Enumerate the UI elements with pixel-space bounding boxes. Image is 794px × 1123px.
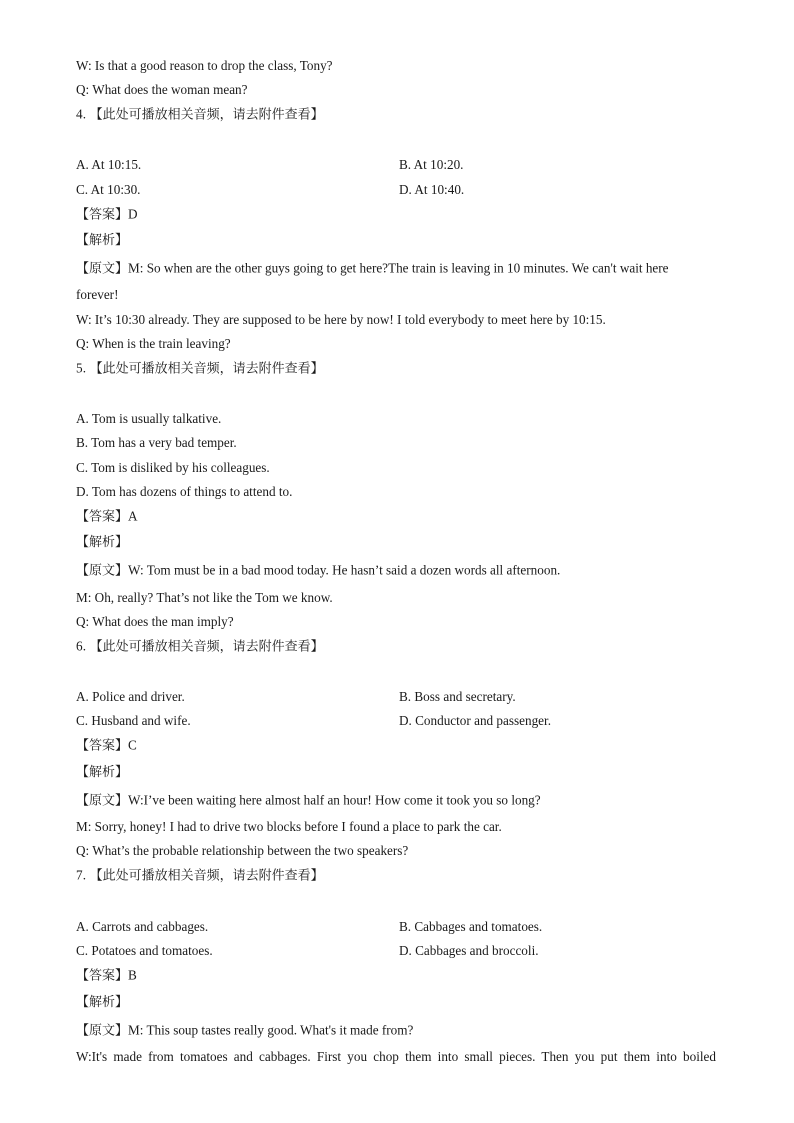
transcript-text: M: So when are the other guys going to get here?The train is leaving in 10 minutes. We can't wait here [128, 260, 669, 276]
option-d: D. Tom has dozens of things to attend to. [76, 484, 293, 499]
answer-value: A [128, 508, 138, 524]
analysis-label: 【解析】 [76, 765, 129, 780]
dialogue-line: M: Sorry, honey! I had to drive two blocks before I found a place to park the car. [76, 819, 502, 834]
answer-label: 【答案】 [76, 968, 129, 984]
option-a: A. Tom is usually talkative. [76, 411, 222, 426]
question-number: 5. [76, 360, 87, 376]
answer-line [76, 968, 137, 985]
answer-value: D [128, 206, 138, 222]
option-a: A. Carrots and cabbages. [76, 919, 209, 934]
option-c: C. Potatoes and tomatoes. [76, 943, 213, 958]
question-heading-5 [76, 361, 324, 378]
answer-line [76, 207, 138, 224]
question-line: Q: When is the train leaving? [76, 336, 231, 351]
analysis-label: 【解析】 [76, 233, 129, 248]
transcript-continued: forever! [76, 287, 119, 302]
transcript-label: 【原文】 [76, 793, 129, 809]
analysis-label: 【解析】 [76, 535, 129, 550]
transcript-label: 【原文】 [76, 563, 129, 579]
dialogue-line: M: Oh, really? That’s not like the Tom we know. [76, 590, 333, 605]
answer-label: 【答案】 [76, 207, 129, 223]
option-c: C. Tom is disliked by his colleagues. [76, 460, 270, 475]
option-a: A. At 10:15. [76, 157, 142, 172]
audio-placeholder: 【此处可播放相关音频，请去附件查看】 [89, 868, 324, 884]
answer-line [76, 738, 137, 755]
question-heading-6 [76, 639, 324, 656]
answer-label: 【答案】 [76, 738, 129, 754]
transcript-text: W: Tom must be in a bad mood today. He hasn’t said a dozen words all afternoon. [128, 562, 561, 578]
transcript-label: 【原文】 [76, 1023, 129, 1039]
transcript-line [76, 563, 560, 580]
option-c: C. At 10:30. [76, 182, 141, 197]
question-number: 7. [76, 867, 87, 883]
question-number: 6. [76, 638, 87, 654]
transcript-line [76, 793, 541, 810]
transcript-text: M: This soup tastes really good. What's it made from? [128, 1022, 414, 1038]
option-a: A. Police and driver. [76, 689, 185, 704]
transcript-line [76, 1023, 413, 1040]
question-heading-7 [76, 868, 324, 885]
option-b: B. Cabbages and tomatoes. [399, 919, 543, 934]
analysis-label: 【解析】 [76, 995, 129, 1010]
audio-placeholder: 【此处可播放相关音频，请去附件查看】 [89, 107, 324, 123]
option-d: D. Cabbages and broccoli. [399, 943, 539, 958]
option-b: B. Tom has a very bad temper. [76, 435, 237, 450]
transcript-text: W:I’ve been waiting here almost half an hour! How come it took you so long? [128, 792, 541, 808]
option-b: B. At 10:20. [399, 157, 464, 172]
dialogue-line: W:It's made from tomatoes and cabbages. First you chop them into small pieces. Then you put them into boiled [76, 1049, 716, 1064]
option-d: D. At 10:40. [399, 182, 465, 197]
answer-value: B [128, 967, 137, 983]
question-line: Q: What does the man imply? [76, 614, 234, 629]
answer-label: 【答案】 [76, 509, 129, 525]
question-heading-4 [76, 107, 324, 124]
audio-placeholder: 【此处可播放相关音频，请去附件查看】 [89, 639, 324, 655]
audio-placeholder: 【此处可播放相关音频，请去附件查看】 [89, 361, 324, 377]
question-number: 4. [76, 106, 87, 122]
option-b: B. Boss and secretary. [399, 689, 516, 704]
question-line: Q: What does the woman mean? [76, 82, 248, 97]
option-c: C. Husband and wife. [76, 713, 191, 728]
answer-line [76, 509, 138, 526]
transcript-line [76, 261, 669, 278]
dialogue-line: W: It’s 10:30 already. They are supposed to be here by now! I told everybody to meet here by 10:15. [76, 312, 606, 327]
dialogue-line: W: Is that a good reason to drop the class, Tony? [76, 58, 333, 73]
question-line: Q: What’s the probable relationship between the two speakers? [76, 843, 409, 858]
transcript-label: 【原文】 [76, 261, 129, 277]
option-d: D. Conductor and passenger. [399, 713, 551, 728]
answer-value: C [128, 737, 137, 753]
